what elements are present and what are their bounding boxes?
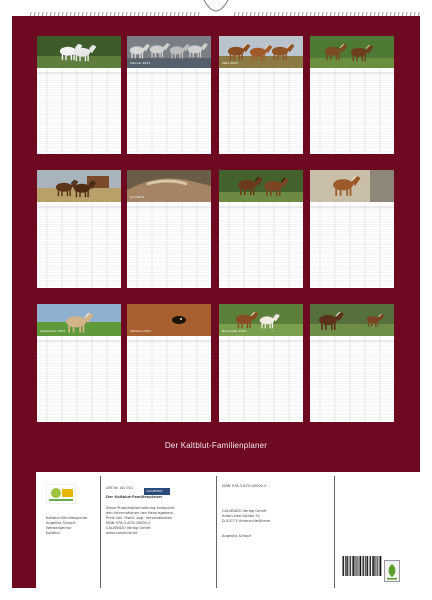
horse-photo: [310, 304, 394, 336]
planner-table: [219, 202, 303, 288]
planner-table: [37, 68, 121, 154]
month-label: November 2023: [222, 329, 247, 333]
month-page: [310, 170, 394, 288]
month-page: [37, 36, 121, 154]
planner-table: [37, 202, 121, 288]
col2-subtitle: Der Kaltblut-Familienplaner: [106, 495, 163, 499]
address-line: CALVENDO Verlag GmbH: [222, 509, 267, 513]
month-label: Juni 2023: [130, 195, 145, 199]
month-page: [219, 36, 303, 154]
col2-line: ISBN 978-3-675-00000-0: [106, 521, 151, 525]
back-panel: [36, 472, 420, 592]
back-left-line: Kaltblut-Familienplaner: [46, 516, 88, 520]
planner-table: [310, 202, 394, 288]
author-line: Angelika Schopf: [222, 534, 251, 538]
horse-photo: [37, 170, 121, 202]
month-label: März 2023: [222, 61, 238, 65]
horse-photo: [310, 170, 394, 202]
month-page: [37, 170, 121, 288]
planner-table: [219, 336, 303, 422]
month-page: [310, 36, 394, 154]
address-line: Anton-Hee-Straße 52: [222, 514, 260, 518]
address-line: D-53773 Unterschleißheim: [222, 519, 271, 523]
month-page: [219, 304, 303, 422]
planner-table: [310, 336, 394, 422]
horse-photo: [37, 36, 121, 68]
planner-table: [127, 68, 211, 154]
col2-line: CALVENDO Verlag GmbH: [106, 526, 151, 530]
divider: [216, 476, 217, 588]
product-info: [106, 486, 214, 536]
horse-photo: [219, 170, 303, 202]
col2-body: [106, 506, 214, 536]
col2-line: www.calvendo.de: [106, 531, 138, 535]
horse-photo: [310, 36, 394, 68]
month-page: [219, 170, 303, 288]
eco-label-icon: [384, 560, 400, 582]
month-label: Februar 2023: [130, 61, 151, 65]
isbn-line: ISBN 978-3-675-00000-0: [222, 484, 267, 488]
back-left-line: Kaltblut: [46, 531, 60, 535]
calendar-title: Der Kaltblut-Familienplaner: [164, 441, 268, 450]
planner-table: [127, 336, 211, 422]
col2-line: Preis inkl. MwSt. zzgl. Versandkosten: [106, 516, 173, 520]
month-page: [127, 170, 211, 288]
calvendo-badge: CALVENDO: [144, 488, 170, 495]
planner-table: [37, 336, 121, 422]
cover: [12, 16, 420, 588]
divider: [334, 476, 335, 588]
barcode-icon: [340, 554, 382, 582]
planner-table: [219, 68, 303, 154]
publisher-logo-icon: [46, 484, 76, 504]
month-label: September 2023: [40, 329, 66, 333]
month-label: Oktober 2023: [130, 329, 151, 333]
isbn-block: [222, 484, 330, 539]
month-page: [310, 304, 394, 422]
planner-table: [310, 68, 394, 154]
back-left-text: [46, 516, 94, 536]
back-left-line: Angelika Schopf, Werbeagentur: [46, 521, 77, 530]
col2-header: ART-Nr. AG 001: [106, 486, 134, 490]
divider: [100, 476, 101, 588]
col2-line: Diese Produktbeschreibung entspricht: [106, 506, 175, 510]
month-page: [127, 36, 211, 154]
month-page: [127, 304, 211, 422]
col2-line: den Informationen des Herausgebers.: [106, 511, 175, 515]
planner-table: [127, 202, 211, 288]
month-page: [37, 304, 121, 422]
